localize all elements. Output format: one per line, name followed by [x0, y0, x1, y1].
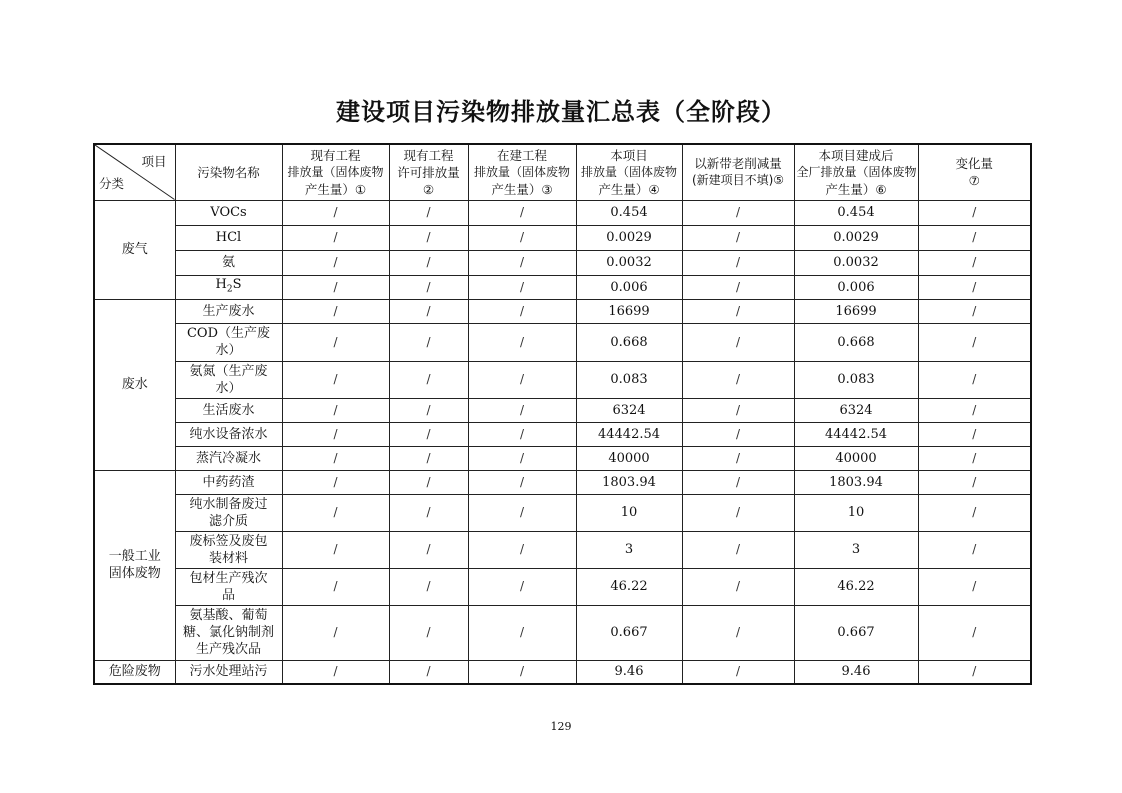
- header-line: 产生量）③: [491, 181, 553, 197]
- value-cell: /: [682, 494, 794, 531]
- header-after-completion: [794, 144, 918, 200]
- value-cell: /: [682, 422, 794, 446]
- table-row: [94, 225, 1031, 250]
- value-cell: 0.668: [794, 323, 918, 361]
- value-cell: /: [282, 398, 389, 422]
- value-cell: 0.667: [576, 605, 682, 660]
- value-cell: 0.0032: [576, 250, 682, 275]
- header-existing-emission: [282, 144, 389, 200]
- page-number: 129: [550, 720, 572, 733]
- value-cell: 0.006: [794, 275, 918, 299]
- value-cell: 1803.94: [794, 470, 918, 494]
- header-line: 产生量）⑥: [825, 181, 887, 197]
- value-cell: 6324: [794, 398, 918, 422]
- value-cell: /: [468, 531, 576, 568]
- value-cell: 3: [794, 531, 918, 568]
- value-cell: /: [282, 250, 389, 275]
- pollutant-name: 生产废水: [175, 299, 282, 323]
- value-cell: /: [682, 250, 794, 275]
- header-line: 排放量（固体废物: [287, 164, 384, 179]
- value-cell: /: [389, 660, 468, 684]
- value-cell: /: [282, 299, 389, 323]
- pollutant-name: 氨: [175, 250, 282, 275]
- table-row: [94, 446, 1031, 470]
- table-row: [94, 422, 1031, 446]
- header-line: (新建项目不填)⑤: [691, 173, 785, 188]
- value-cell: 0.006: [576, 275, 682, 299]
- value-cell: /: [682, 225, 794, 250]
- value-cell: /: [918, 323, 1031, 361]
- table-row: [94, 323, 1031, 361]
- value-cell: /: [282, 200, 389, 225]
- value-cell: /: [389, 568, 468, 605]
- value-cell: /: [682, 398, 794, 422]
- value-cell: 9.46: [794, 660, 918, 684]
- header-line: 全厂排放量（固体废物: [796, 164, 917, 179]
- value-cell: /: [468, 568, 576, 605]
- value-cell: /: [682, 299, 794, 323]
- header-line: 排放量（固体废物: [580, 164, 677, 179]
- value-cell: /: [468, 361, 576, 398]
- value-cell: /: [282, 605, 389, 660]
- value-cell: /: [918, 494, 1031, 531]
- pollutant-name: $H_2S$: [175, 275, 282, 299]
- table-row: [94, 200, 1031, 225]
- value-cell: /: [918, 605, 1031, 660]
- value-cell: /: [389, 299, 468, 323]
- value-cell: /: [918, 531, 1031, 568]
- diag-header-item: 项目: [141, 154, 167, 169]
- value-cell: /: [468, 275, 576, 299]
- header-line: ②: [422, 181, 435, 197]
- value-cell: /: [389, 494, 468, 531]
- value-cell: /: [918, 422, 1031, 446]
- value-cell: 16699: [794, 299, 918, 323]
- value-cell: 10: [576, 494, 682, 531]
- value-cell: /: [468, 398, 576, 422]
- table-row: [94, 660, 1031, 684]
- value-cell: /: [389, 422, 468, 446]
- value-cell: /: [918, 398, 1031, 422]
- diagonal-header-cell: [94, 144, 175, 200]
- category-cell: 一般工业 固体废物: [94, 470, 175, 660]
- value-cell: 3: [576, 531, 682, 568]
- value-cell: /: [468, 470, 576, 494]
- value-cell: /: [282, 361, 389, 398]
- value-cell: /: [389, 605, 468, 660]
- value-cell: /: [682, 323, 794, 361]
- value-cell: /: [389, 531, 468, 568]
- header-line: 现有工程: [403, 147, 454, 163]
- page-title: 建设项目污染物排放量汇总表（全阶段）: [336, 98, 786, 126]
- header-pollutant-name: 污染物名称: [175, 144, 282, 200]
- value-cell: 0.083: [576, 361, 682, 398]
- value-cell: /: [918, 361, 1031, 398]
- value-cell: 16699: [576, 299, 682, 323]
- value-cell: 46.22: [794, 568, 918, 605]
- category-cell: 废气: [94, 200, 175, 299]
- value-cell: /: [918, 225, 1031, 250]
- value-cell: /: [918, 250, 1031, 275]
- value-cell: 1803.94: [576, 470, 682, 494]
- value-cell: 0.0029: [794, 225, 918, 250]
- header-this-project: [576, 144, 682, 200]
- table-row: [94, 605, 1031, 660]
- header-reduction: [682, 144, 794, 200]
- value-cell: 44442.54: [794, 422, 918, 446]
- header-line: 现有工程: [310, 147, 361, 163]
- pollutant-name: 氨基酸、葡萄 糖、氯化钠制剂 生产残次品: [175, 605, 282, 660]
- value-cell: /: [282, 323, 389, 361]
- header-line: 以新带老削减量: [694, 156, 782, 172]
- value-cell: 0.668: [576, 323, 682, 361]
- value-cell: /: [389, 470, 468, 494]
- value-cell: /: [389, 361, 468, 398]
- pollutant-name: 生活废水: [175, 398, 282, 422]
- value-cell: /: [282, 531, 389, 568]
- value-cell: 0.667: [794, 605, 918, 660]
- value-cell: /: [918, 200, 1031, 225]
- value-cell: 46.22: [576, 568, 682, 605]
- table-row: [94, 398, 1031, 422]
- value-cell: 44442.54: [576, 422, 682, 446]
- value-cell: /: [918, 275, 1031, 299]
- pollutant-name: 污水处理站污: [175, 660, 282, 684]
- pollutant-name: 中药药渣: [175, 470, 282, 494]
- table-row: [94, 250, 1031, 275]
- value-cell: /: [389, 398, 468, 422]
- value-cell: /: [468, 323, 576, 361]
- table-row: [94, 568, 1031, 605]
- value-cell: /: [918, 568, 1031, 605]
- value-cell: /: [682, 568, 794, 605]
- value-cell: /: [682, 446, 794, 470]
- value-cell: 40000: [576, 446, 682, 470]
- table-row: [94, 470, 1031, 494]
- value-cell: /: [468, 660, 576, 684]
- value-cell: 0.083: [794, 361, 918, 398]
- value-cell: /: [682, 605, 794, 660]
- pollutant-name: 蒸汽冷凝水: [175, 446, 282, 470]
- value-cell: /: [468, 299, 576, 323]
- pollutant-name: 包材生产残次 品: [175, 568, 282, 605]
- value-cell: /: [682, 470, 794, 494]
- value-cell: /: [918, 299, 1031, 323]
- value-cell: 0.0032: [794, 250, 918, 275]
- value-cell: /: [282, 494, 389, 531]
- pollutant-name: HCl: [175, 225, 282, 250]
- value-cell: /: [682, 531, 794, 568]
- table-row: [94, 494, 1031, 531]
- pollutant-name: 废标签及废包 装材料: [175, 531, 282, 568]
- value-cell: /: [282, 422, 389, 446]
- value-cell: /: [918, 470, 1031, 494]
- value-cell: /: [682, 660, 794, 684]
- header-row: [94, 144, 1031, 200]
- value-cell: /: [468, 225, 576, 250]
- table-row: [94, 531, 1031, 568]
- value-cell: /: [282, 470, 389, 494]
- value-cell: /: [282, 660, 389, 684]
- value-cell: /: [682, 275, 794, 299]
- value-cell: /: [282, 568, 389, 605]
- value-cell: /: [389, 250, 468, 275]
- header-line: 许可排放量: [397, 164, 460, 180]
- value-cell: /: [389, 446, 468, 470]
- header-under-construction: [468, 144, 576, 200]
- value-cell: /: [468, 605, 576, 660]
- value-cell: /: [389, 275, 468, 299]
- table-row: [94, 299, 1031, 323]
- value-cell: 9.46: [576, 660, 682, 684]
- diag-header-category: 分类: [99, 175, 125, 191]
- header-change: [918, 144, 1031, 200]
- pollutant-name: 纯水制备废过 滤介质: [175, 494, 282, 531]
- pollutant-name: 氨氮（生产废 水）: [175, 361, 282, 398]
- value-cell: /: [282, 446, 389, 470]
- value-cell: /: [389, 323, 468, 361]
- value-cell: /: [389, 200, 468, 225]
- category-cell: 废水: [94, 299, 175, 470]
- header-line: ⑦: [968, 173, 980, 189]
- value-cell: /: [282, 275, 389, 299]
- value-cell: /: [282, 225, 389, 250]
- value-cell: /: [918, 660, 1031, 684]
- category-cell: 危险废物: [94, 660, 175, 684]
- header-line: 产生量）④: [598, 181, 660, 197]
- header-line: 本项目建成后: [818, 147, 894, 163]
- table-row: [94, 361, 1031, 398]
- value-cell: /: [468, 200, 576, 225]
- emissions-summary-table: [93, 143, 1032, 685]
- value-cell: /: [468, 494, 576, 531]
- header-line: 产生量）①: [304, 181, 367, 197]
- value-cell: /: [468, 250, 576, 275]
- value-cell: /: [682, 361, 794, 398]
- value-cell: 40000: [794, 446, 918, 470]
- table-row: [94, 275, 1031, 299]
- pollutant-name: COD（生产废 水）: [175, 323, 282, 361]
- pollutant-name: 纯水设备浓水: [175, 422, 282, 446]
- header-line: 本项目: [610, 147, 648, 163]
- value-cell: 0.0029: [576, 225, 682, 250]
- value-cell: /: [468, 422, 576, 446]
- value-cell: 10: [794, 494, 918, 531]
- value-cell: 0.454: [794, 200, 918, 225]
- value-cell: /: [389, 225, 468, 250]
- value-cell: /: [918, 446, 1031, 470]
- value-cell: /: [468, 446, 576, 470]
- header-line: 变化量: [955, 156, 993, 172]
- pollutant-name: VOCs: [175, 200, 282, 225]
- header-line: 排放量（固体废物: [473, 164, 570, 179]
- value-cell: /: [682, 200, 794, 225]
- header-existing-permit: [389, 144, 468, 200]
- value-cell: 0.454: [576, 200, 682, 225]
- header-line: 在建工程: [496, 147, 547, 163]
- value-cell: 6324: [576, 398, 682, 422]
